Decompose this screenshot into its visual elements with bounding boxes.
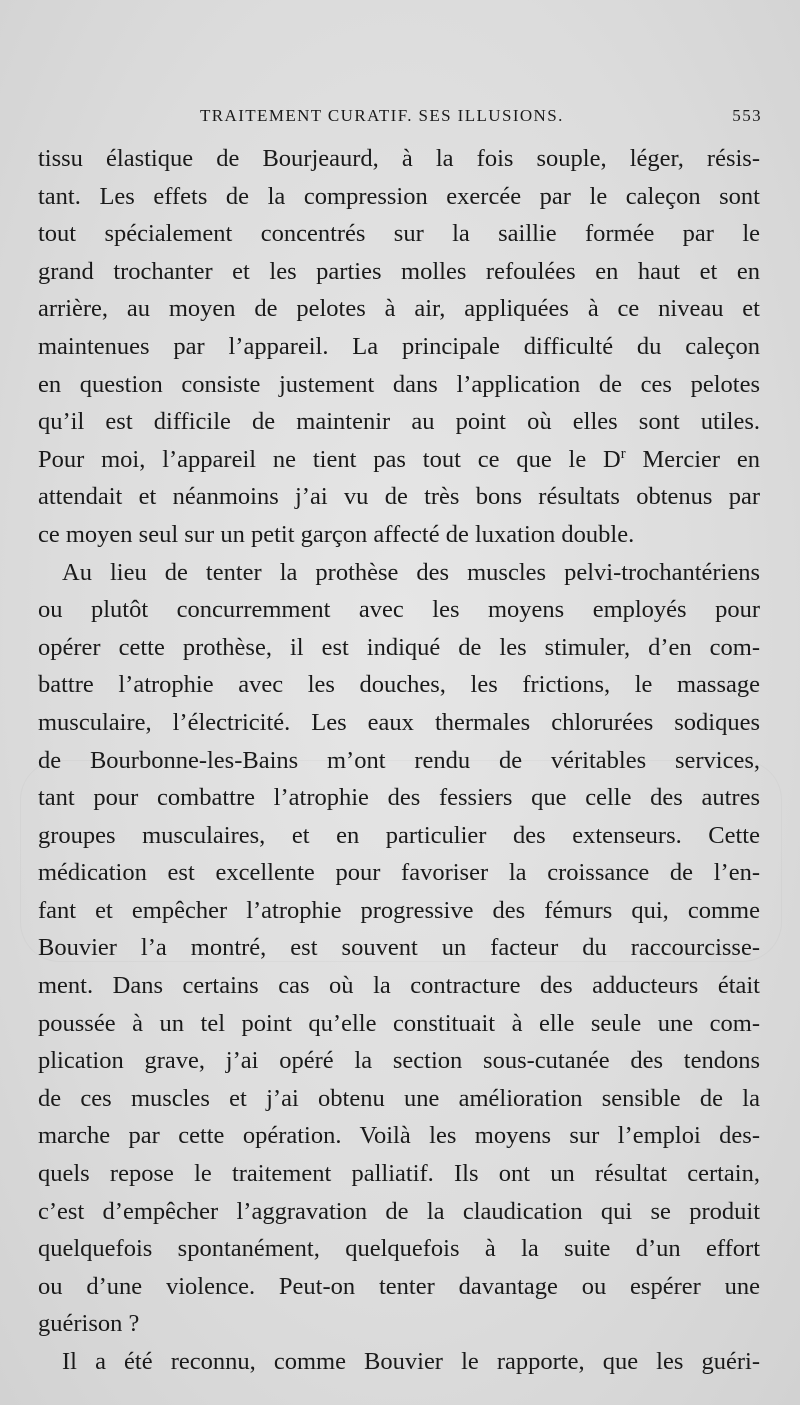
text-line: de Bourbonne-les-Bains m’ont rendu de véritables services, [38,746,760,774]
running-title: TRAITEMENT CURATIF. SES ILLUSIONS. [200,106,564,125]
text-line: quelquefois spontanément, quelquefois à la suite d’un effort [38,1235,760,1263]
text-line: groupes musculaires, et en particulier des extenseurs. Cette [38,821,760,849]
text-line: fant et empêcher l’atrophie progressive des fémurs qui, comme [38,896,760,924]
paragraph-1 [38,140,760,554]
text-line: attendait et néanmoins j’ai vu de très bons résultats obtenus par [38,483,760,511]
text-fragment: Mercier en [625,445,760,473]
text-line: ce moyen seul sur un petit garçon affecté de luxation double. [38,520,635,548]
paragraph-3 [38,1343,760,1381]
text-line: Bouvier l’a montré, est souvent un facteur du raccourcisse- [38,934,760,962]
page-number: 553 [732,106,762,125]
text-fragment: Pour moi, l’appareil ne tient pas tout ce que le D [38,445,621,473]
text-line: maintenues par l’appareil. La principale difficulté du caleçon [38,332,760,360]
text-line: guérison ? [38,1310,140,1338]
paragraph-2 [38,554,760,1343]
text-line: tissu élastique de Bourjeaurd, à la fois souple, léger, résis- [38,145,760,172]
text-line: qu’il est difficile de maintenir au point où elles sont utiles. [38,408,760,436]
text-line: tant pour combattre l’atrophie des fessiers que celle des autres [38,784,760,812]
text-line: ment. Dans certains cas où la contracture des adducteurs était [38,972,760,1000]
text-line: quels repose le traitement palliatif. Ils ont un résultat certain, [38,1160,760,1188]
text-line: plication grave, j’ai opéré la section sous-cutanée des tendons [38,1047,760,1075]
body-text [38,140,760,1381]
text-line: Au lieu de tenter la prothèse des muscles pelvi-trochantériens [62,558,760,586]
text-line: c’est d’empêcher l’aggravation de la claudication qui se produit [38,1197,760,1225]
text-line: médication est excellente pour favoriser la croissance de l’en- [38,859,760,887]
text-line [38,441,760,479]
superscript: r [620,445,626,462]
text-line: arrière, au moyen de pelotes à air, appliquées à ce niveau et [38,295,760,323]
text-line: poussée à un tel point qu’elle constituait à elle seule une com- [38,1009,760,1037]
text-line: tout spécialement concentrés sur la saillie formée par le [38,220,760,248]
text-line: marche par cette opération. Voilà les moyens sur l’emploi des- [38,1122,760,1150]
text-line: tant. Les effets de la compression exercée par le caleçon sont [38,182,760,210]
text-line: ou plutôt concurremment avec les moyens employés pour [38,596,760,624]
text-line: ou d’une violence. Peut-on tenter davantage ou espérer une [38,1272,760,1300]
text-line: opérer cette prothèse, il est indiqué de les stimuler, d’en com- [38,633,760,661]
text-line: Il a été reconnu, comme Bouvier le rapporte, que les guéri- [62,1348,760,1375]
text-line: de ces muscles et j’ai obtenu une amélioration sensible de la [38,1084,760,1112]
text-line: grand trochanter et les parties molles refoulées en haut et en [38,257,760,285]
text-line: en question consiste justement dans l’application de ces pelotes [38,370,760,398]
text-line: musculaire, l’électricité. Les eaux thermales chlorurées sodiques [38,708,760,736]
text-line: battre l’atrophie avec les douches, les frictions, le massage [38,671,760,699]
